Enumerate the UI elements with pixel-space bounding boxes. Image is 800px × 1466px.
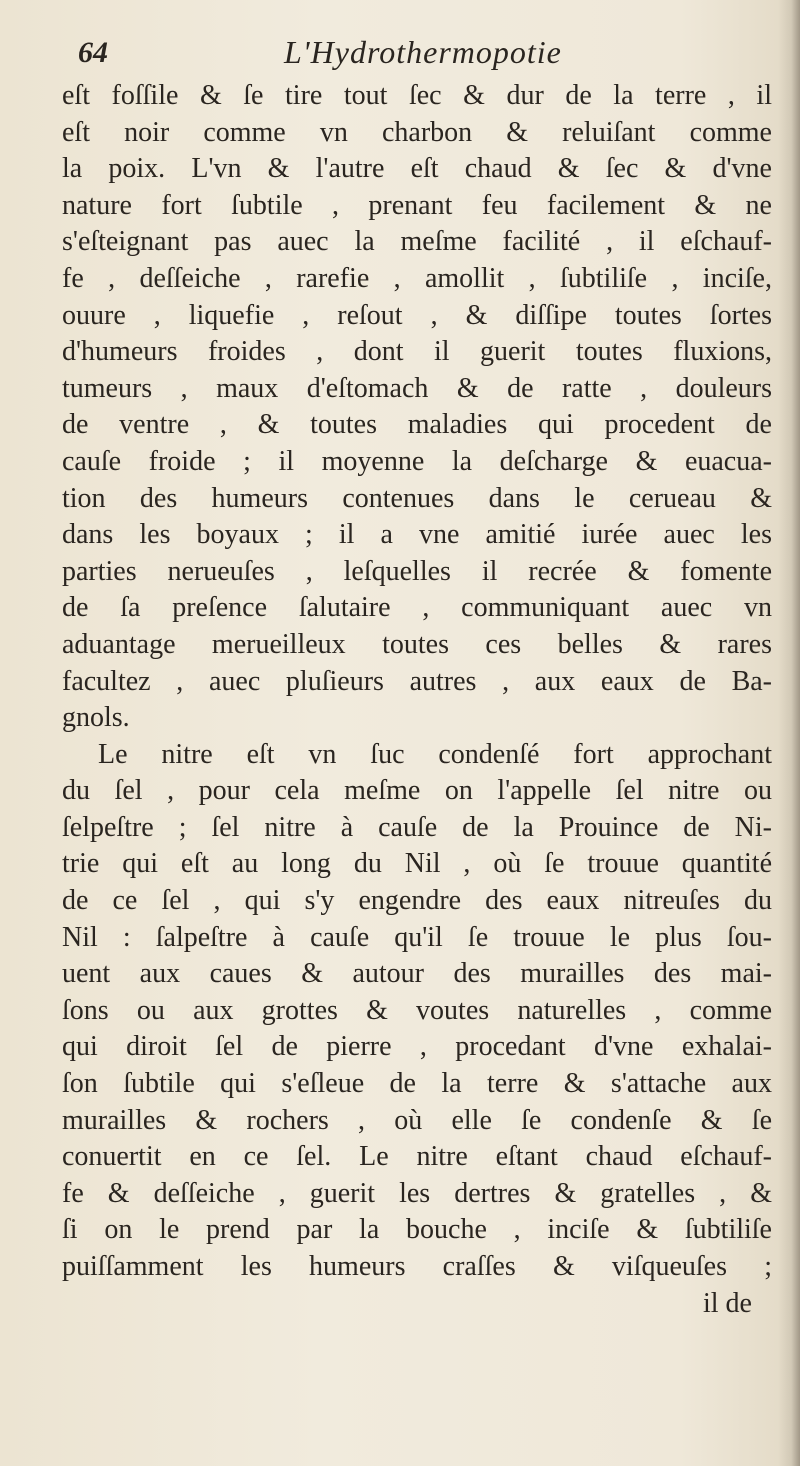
running-title: L'Hydrothermopotie bbox=[284, 34, 562, 70]
text-line: eſt noir comme vn charbon & reluiſant comme bbox=[62, 116, 772, 148]
text-line: eſt foſſile & ſe tire tout ſec & dur de la terre , il bbox=[62, 80, 772, 111]
text-line: conuertit en ce ſel. Le nitre eſtant chaud eſchauf- bbox=[62, 1141, 772, 1173]
text-line: la poix. L'vn & l'autre eſt chaud & ſec & d'vne bbox=[62, 153, 772, 185]
text-line: trie qui eſt au long du Nil , où ſe trouue quantité bbox=[62, 848, 772, 880]
text-line: qui diroit ſel de pierre , procedant d'vne exhalai- bbox=[62, 1031, 772, 1063]
text-line: facultez , auec pluſieurs autres , aux eaux de Ba- bbox=[62, 665, 772, 697]
text-line: ouure , liquefie , reſout , & diſſipe toutes ſortes bbox=[62, 299, 772, 331]
text-line: d'humeurs froides , dont il guerit toutes fluxions, bbox=[62, 336, 772, 368]
text-line: s'eſteignant pas auec la meſme facilité , il eſchauf- bbox=[62, 226, 772, 258]
text-line: nature fort ſubtile , prenant feu facilement & ne bbox=[62, 189, 772, 221]
text-line: de ſa preſence ſalutaire , communiquant auec vn bbox=[62, 592, 772, 624]
text-line: ſi on le prend par la bouche , inciſe & ſubtiliſe bbox=[62, 1214, 772, 1246]
text-line: ſons ou aux grottes & voutes naturelles , comme bbox=[62, 994, 772, 1026]
text-line: puiſſamment les humeurs craſſes & viſqueuſes ; bbox=[62, 1251, 772, 1282]
text-line: cauſe froide ; il moyenne la deſcharge & euacua- bbox=[62, 445, 772, 477]
text-line: dans les boyaux ; il a vne amitié iurée auec les bbox=[62, 519, 772, 551]
body-text bbox=[62, 78, 772, 1322]
text-line: Nil : ſalpeſtre à cauſe qu'il ſe trouue le plus ſou- bbox=[62, 921, 772, 953]
text-line: tumeurs , maux d'eſtomach & de ratte , douleurs bbox=[62, 372, 772, 404]
page-number: 64 bbox=[78, 36, 108, 69]
text-line: uent aux caues & autour des murailles des mai- bbox=[62, 958, 772, 990]
text-line: gnols. bbox=[62, 702, 130, 734]
text-line: de ce ſel , qui s'y engendre des eaux nitreuſes du bbox=[62, 885, 772, 917]
catchword-line: il de bbox=[703, 1287, 752, 1319]
text-line: tion des humeurs contenues dans le cerueau & bbox=[62, 482, 772, 514]
text-line: fe & deſſeiche , guerit les dertres & gratelles , & bbox=[62, 1177, 772, 1209]
text-line: ſon ſubtile qui s'eſleue de la terre & s'attache aux bbox=[62, 1068, 772, 1100]
text-line: murailles & rochers , où elle ſe condenſe & ſe bbox=[62, 1104, 772, 1136]
text-line: de ventre , & toutes maladies qui procedent de bbox=[62, 409, 772, 441]
text-line-paragraph-start: Le nitre eſt vn ſuc condenſé fort approchant bbox=[98, 738, 772, 770]
text-line: fe , deſſeiche , rarefie , amollit , ſubtiliſe , inciſe, bbox=[62, 262, 772, 294]
text-line: parties nerueuſes , leſquelles il recrée & fomente bbox=[62, 555, 772, 587]
page-header bbox=[74, 30, 764, 80]
page-edge-shadow bbox=[778, 0, 800, 1466]
text-line: du ſel , pour cela meſme on l'appelle ſel nitre ou bbox=[62, 775, 772, 807]
text-line: aduantage merueilleux toutes ces belles & rares bbox=[62, 628, 772, 660]
text-line: ſelpeſtre ; ſel nitre à cauſe de la Prouince de Ni- bbox=[62, 811, 772, 843]
